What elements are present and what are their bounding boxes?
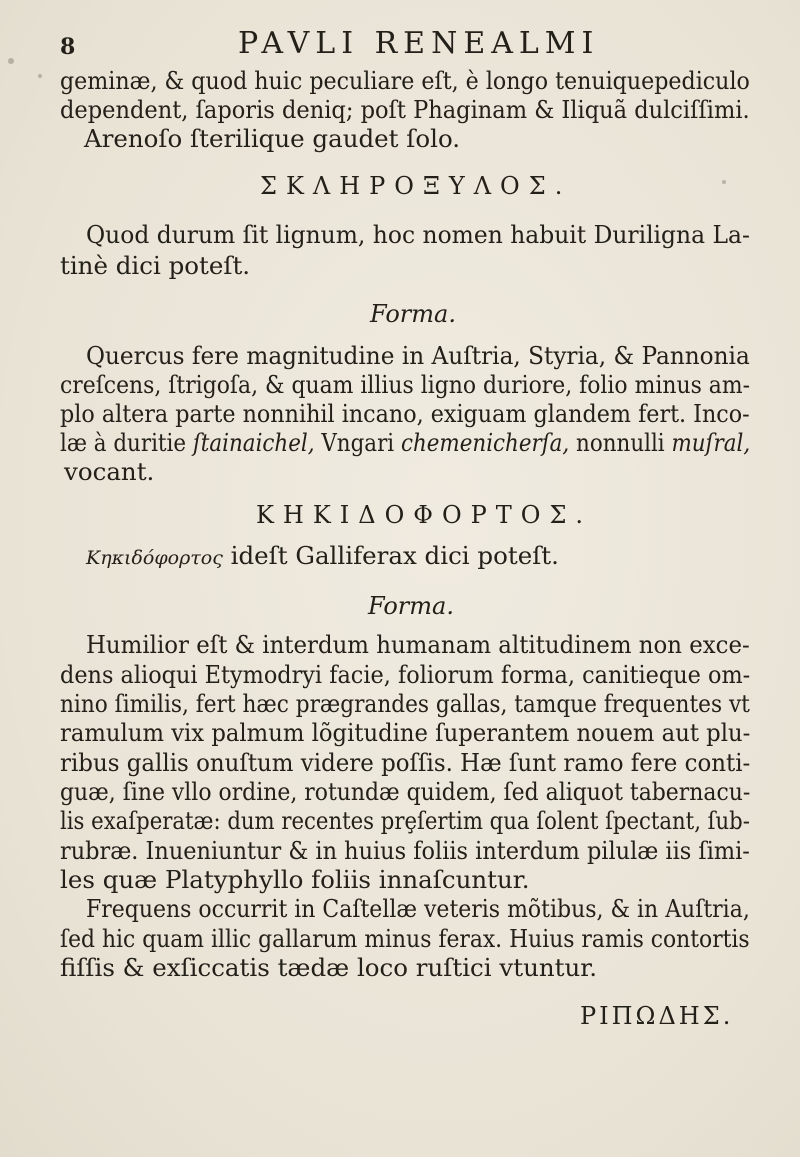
section-heading: ΚΗΚΙΔΟΦΟΡΤΟΣ. bbox=[256, 501, 593, 529]
catchword: ΡΙΠΩΔΗΣ. bbox=[580, 1002, 734, 1030]
section-heading: ΣΚΛΗΡΟΞΥΛΟΣ. bbox=[260, 172, 572, 200]
text-line: rubræ. Inueniuntur & in huius foliis interdum pilulæ iis ſimi- bbox=[60, 836, 750, 865]
text-segment: læ à duritie bbox=[60, 428, 193, 457]
text-line bbox=[60, 428, 750, 458]
text-line: Arenoſo ſterilique gaudet ſolo. bbox=[84, 124, 461, 153]
page-number: 8 bbox=[60, 34, 76, 60]
ink-speck bbox=[8, 58, 14, 64]
text-line: dens alioqui Etymodryi facie, foliorum forma, canitieque om- bbox=[60, 660, 751, 689]
text-line: dependent, ſaporis deniq; poſt Phaginam & Iliquã dulciſſimi. bbox=[60, 95, 750, 124]
vernacular-name: chemenicherſa, bbox=[400, 428, 570, 457]
running-title: PAVLI RENEALMI bbox=[238, 26, 600, 61]
ink-speck bbox=[38, 74, 42, 78]
text-line: fiſſis & exſiccatis tædæ loco ruſtici vtuntur. bbox=[60, 953, 598, 982]
text-line: nino ſimilis, fert hæc prægrandes gallas, tamque frequentes vt bbox=[60, 689, 750, 718]
vernacular-name: muſral, bbox=[671, 428, 751, 457]
text-line: les quæ Platyphyllo foliis innaſcuntur. bbox=[60, 865, 530, 894]
text-line: Quod durum ſit lignum, hoc nomen habuit Duriligna La- bbox=[86, 220, 750, 249]
text-line: guæ, ſine vllo ordine, rotundæ quidem, ſed aliquot tabernacu- bbox=[60, 777, 751, 806]
text-line bbox=[86, 541, 559, 573]
text-line: Humilior eſt & interdum humanam altitudinem non exce- bbox=[86, 630, 750, 659]
text-segment: ideſt Galliferax dici poteſt. bbox=[222, 541, 559, 570]
text-line: geminæ, & quod huic peculiare eſt, è longo tenuiquepediculo bbox=[60, 66, 750, 95]
ink-speck bbox=[722, 180, 726, 184]
text-line: creſcens, ſtrigoſa, & quam illius ligno duriore, folio minus am- bbox=[60, 370, 751, 399]
text-line: plo altera parte nonnihil incano, exiguam glandem fert. Inco- bbox=[60, 399, 750, 428]
text-line: ramulum vix palmum lõgitudine ſuperantem nouem aut plu- bbox=[60, 718, 751, 747]
text-line: vocant. bbox=[64, 457, 155, 486]
text-line: tinè dici poteſt. bbox=[60, 251, 251, 280]
text-line: lis exaſperatæ: dum recentes prȩſertim qua ſolent ſpectant, ſub- bbox=[60, 806, 750, 835]
text-line: Quercus fere magnitudine in Auſtria, Styria, & Pannonia bbox=[86, 341, 750, 370]
forma-label: Forma. bbox=[370, 300, 456, 328]
text-line: Frequens occurrit in Caſtellæ veteris mõtibus, & in Auſtria, bbox=[86, 894, 750, 923]
text-line: ſed hic quam illic gallarum minus ferax. Huius ramis contortis bbox=[60, 924, 750, 953]
text-line: ribus gallis onuſtum videre poſſis. Hæ ſunt ramo fere conti- bbox=[60, 748, 751, 777]
forma-label: Forma. bbox=[368, 592, 454, 620]
vernacular-name: ſtainaichel, bbox=[192, 428, 315, 457]
greek-term: Κηκιδόφορτος bbox=[86, 547, 223, 569]
text-segment: nonnulli bbox=[569, 428, 672, 457]
text-segment: Vngari bbox=[314, 428, 401, 457]
